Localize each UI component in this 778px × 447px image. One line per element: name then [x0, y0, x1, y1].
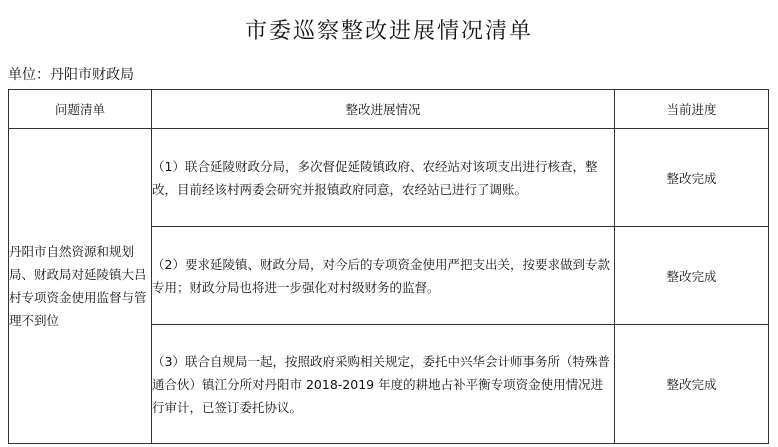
table-row [9, 129, 769, 227]
status-cell: 整改完成 [615, 325, 769, 444]
progress-cell: （1）联合延陵财政分局，多次督促延陵镇政府、农经站对该项支出进行核查，整改，目前经该村两委会研究并报镇政府同意，农经站已进行了调账。 [152, 129, 615, 227]
table-header-row [9, 90, 769, 129]
rectification-table [8, 89, 769, 444]
document-title: 市委巡察整改进展情况清单 [244, 19, 533, 44]
issue-cell: 丹阳市自然资源和规划局、财政局对延陵镇大吕村专项资金使用监督与管理不到位 [9, 129, 152, 444]
header-issue: 问题清单 [9, 90, 152, 129]
unit-line: 单位：丹阳市财政局 [8, 67, 134, 83]
progress-cell: （3）联合自规局一起，按照政府采购相关规定，委托中兴华会计师事务所（特殊普通合伙）镇江分所对丹阳市 2018-2019 年度的耕地占补平衡专项资金使用情况进行审计，已签订委托协议。 [152, 325, 615, 444]
progress-cell: （2）要求延陵镇、财政分局，对今后的专项资金使用严把支出关，按要求做到专款专用；财政分局也将进一步强化对村级财务的监督。 [152, 227, 615, 325]
header-progress: 整改进展情况 [152, 90, 615, 129]
header-status: 当前进度 [615, 90, 769, 129]
status-cell: 整改完成 [615, 227, 769, 325]
status-cell: 整改完成 [615, 129, 769, 227]
